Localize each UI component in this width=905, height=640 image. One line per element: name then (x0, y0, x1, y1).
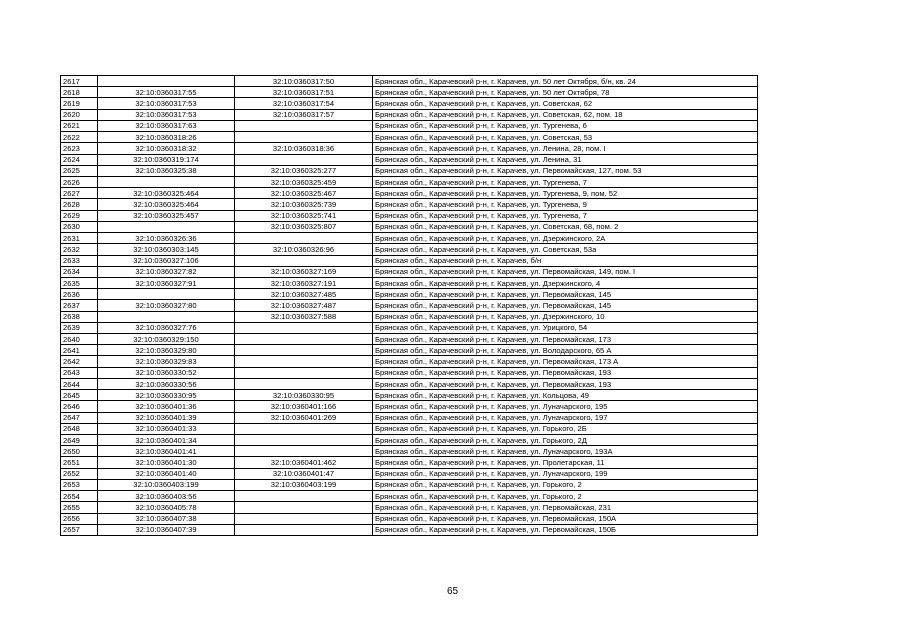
row-number-cell: 2646 (61, 401, 98, 412)
cadastral-number-cell: 32:10:0360407:38 (98, 513, 235, 524)
table-row (61, 322, 758, 333)
table-row (61, 143, 758, 154)
cadastral-number-cell: 32:10:0360401:34 (98, 435, 235, 446)
row-number-cell: 2640 (61, 334, 98, 345)
address-cell: Брянская обл., Карачевский р-н, г. Карачев, ул. Советская, 62 (373, 98, 758, 109)
cadastral-number-cell: 32:10:0360330:95 (98, 390, 235, 401)
row-number-cell: 2630 (61, 221, 98, 232)
table-row (61, 378, 758, 389)
row-number-cell: 2652 (61, 468, 98, 479)
address-cell: Брянская обл., Карачевский р-н, г. Карачев, ул. Советская, 53а (373, 244, 758, 255)
address-cell: Брянская обл., Карачевский р-н, г. Карачев, ул. Тургенева, 7 (373, 176, 758, 187)
table-row (61, 266, 758, 277)
cadastral-number-cell: 32:10:0360318:26 (98, 132, 235, 143)
related-cadastral-number-cell (235, 423, 373, 434)
address-cell: Брянская обл., Карачевский р-н, г. Карачев, ул. Луначарского, 197 (373, 412, 758, 423)
address-cell: Брянская обл., Карачевский р-н, г. Карачев, ул. Луначарского, 199 (373, 468, 758, 479)
cadastral-number-cell: 32:10:0360405:78 (98, 502, 235, 513)
row-number-cell: 2633 (61, 255, 98, 266)
related-cadastral-number-cell: 32:10:0360325:459 (235, 176, 373, 187)
related-cadastral-number-cell (235, 356, 373, 367)
related-cadastral-number-cell: 32:10:0360401:47 (235, 468, 373, 479)
related-cadastral-number-cell (235, 378, 373, 389)
cadastral-number-cell (98, 289, 235, 300)
row-number-cell: 2647 (61, 412, 98, 423)
cadastral-number-cell: 32:10:0360403:199 (98, 479, 235, 490)
related-cadastral-number-cell (235, 513, 373, 524)
row-number-cell: 2657 (61, 524, 98, 535)
address-cell: Брянская обл., Карачевский р-н, г. Карачев, ул. Первомайская, 150Б (373, 524, 758, 535)
related-cadastral-number-cell: 32:10:0360325:807 (235, 221, 373, 232)
related-cadastral-number-cell (235, 367, 373, 378)
related-cadastral-number-cell: 32:10:0360330:95 (235, 390, 373, 401)
table-row (61, 120, 758, 131)
cadastral-number-cell: 32:10:0360317:53 (98, 109, 235, 120)
cadastral-number-cell: 32:10:0360327:106 (98, 255, 235, 266)
table-row (61, 289, 758, 300)
address-cell: Брянская обл., Карачевский р-н, г. Карачев, ул. Первомайская, 145 (373, 289, 758, 300)
related-cadastral-number-cell: 32:10:0360318:36 (235, 143, 373, 154)
table-row (61, 221, 758, 232)
cadastral-number-cell: 32:10:0360325:457 (98, 210, 235, 221)
cadastral-number-cell: 32:10:0360325:464 (98, 188, 235, 199)
address-cell: Брянская обл., Карачевский р-н, г. Карачев, ул. Советская, 68, пом. 2 (373, 221, 758, 232)
table-row (61, 401, 758, 412)
address-cell: Брянская обл., Карачевский р-н, г. Карачев, ул. Первомайская, 145 (373, 300, 758, 311)
cadastral-number-cell (98, 221, 235, 232)
address-cell: Брянская обл., Карачевский р-н, г. Карачев, ул. Дзержинского, 10 (373, 311, 758, 322)
related-cadastral-number-cell (235, 524, 373, 535)
table-row (61, 457, 758, 468)
cadastral-number-cell: 32:10:0360327:91 (98, 277, 235, 288)
row-number-cell: 2631 (61, 233, 98, 244)
related-cadastral-number-cell: 32:10:0360317:51 (235, 87, 373, 98)
address-cell: Брянская обл., Карачевский р-н, г. Карачев, ул. Тургенева, 6 (373, 120, 758, 131)
table-row (61, 435, 758, 446)
row-number-cell: 2653 (61, 479, 98, 490)
row-number-cell: 2617 (61, 76, 98, 87)
row-number-cell: 2638 (61, 311, 98, 322)
table-row (61, 188, 758, 199)
row-number-cell: 2634 (61, 266, 98, 277)
cadastral-number-cell: 32:10:0360401:41 (98, 446, 235, 457)
table-row (61, 233, 758, 244)
related-cadastral-number-cell (235, 345, 373, 356)
table-row (61, 154, 758, 165)
address-cell: Брянская обл., Карачевский р-н, г. Карачев, ул. Советская, 62, пом. 18 (373, 109, 758, 120)
row-number-cell: 2624 (61, 154, 98, 165)
related-cadastral-number-cell: 32:10:0360317:50 (235, 76, 373, 87)
table-row (61, 356, 758, 367)
table-row (61, 423, 758, 434)
row-number-cell: 2651 (61, 457, 98, 468)
cadastral-number-cell: 32:10:0360325:38 (98, 165, 235, 176)
row-number-cell: 2627 (61, 188, 98, 199)
property-table-body (61, 76, 758, 536)
address-cell: Брянская обл., Карачевский р-н, г. Карачев, ул. Первомайская, 193 (373, 367, 758, 378)
table-row (61, 277, 758, 288)
table-row (61, 210, 758, 221)
address-cell: Брянская обл., Карачевский р-н, г. Карачев, ул. Горького, 2 (373, 491, 758, 502)
row-number-cell: 2648 (61, 423, 98, 434)
address-cell: Брянская обл., Карачевский р-н, г. Карачев, ул. Горького, 2Б (373, 423, 758, 434)
row-number-cell: 2622 (61, 132, 98, 143)
cadastral-number-cell: 32:10:0360327:82 (98, 266, 235, 277)
related-cadastral-number-cell (235, 491, 373, 502)
related-cadastral-number-cell (235, 322, 373, 333)
address-cell: Брянская обл., Карачевский р-н, г. Карачев, ул. Ленина, 31 (373, 154, 758, 165)
address-cell: Брянская обл., Карачевский р-н, г. Карачев, ул. Горького, 2 (373, 479, 758, 490)
address-cell: Брянская обл., Карачевский р-н, г. Карачев, б/н (373, 255, 758, 266)
cadastral-number-cell: 32:10:0360401:36 (98, 401, 235, 412)
row-number-cell: 2655 (61, 502, 98, 513)
table-row (61, 76, 758, 87)
related-cadastral-number-cell (235, 154, 373, 165)
cadastral-number-cell: 32:10:0360401:39 (98, 412, 235, 423)
address-cell: Брянская обл., Карачевский р-н, г. Карачев, ул. Пролетарская, 11 (373, 457, 758, 468)
related-cadastral-number-cell: 32:10:0360327:485 (235, 289, 373, 300)
table-row (61, 446, 758, 457)
related-cadastral-number-cell: 32:10:0360325:739 (235, 199, 373, 210)
address-cell: Брянская обл., Карачевский р-н, г. Карачев, ул. Первомайская, 231 (373, 502, 758, 513)
table-row (61, 390, 758, 401)
related-cadastral-number-cell: 32:10:0360325:277 (235, 165, 373, 176)
address-cell: Брянская обл., Карачевский р-н, г. Карачев, ул. Тургенева, 9 (373, 199, 758, 210)
address-cell: Брянская обл., Карачевский р-н, г. Карачев, ул. Кольцова, 49 (373, 390, 758, 401)
address-cell: Брянская обл., Карачевский р-н, г. Карачев, ул. Первомайская, 193 (373, 378, 758, 389)
table-row (61, 468, 758, 479)
cadastral-number-cell: 32:10:0360327:80 (98, 300, 235, 311)
row-number-cell: 2637 (61, 300, 98, 311)
table-row (61, 367, 758, 378)
row-number-cell: 2626 (61, 176, 98, 187)
table-row (61, 300, 758, 311)
related-cadastral-number-cell (235, 502, 373, 513)
row-number-cell: 2641 (61, 345, 98, 356)
row-number-cell: 2628 (61, 199, 98, 210)
related-cadastral-number-cell: 32:10:0360325:467 (235, 188, 373, 199)
row-number-cell: 2618 (61, 87, 98, 98)
row-number-cell: 2629 (61, 210, 98, 221)
table-row (61, 334, 758, 345)
address-cell: Брянская обл., Карачевский р-н, г. Карачев, ул. Тургенева, 9, пом. 52 (373, 188, 758, 199)
cadastral-number-cell: 32:10:0360330:52 (98, 367, 235, 378)
cadastral-number-cell: 32:10:0360407:39 (98, 524, 235, 535)
related-cadastral-number-cell: 32:10:0360327:588 (235, 311, 373, 322)
related-cadastral-number-cell: 32:10:0360326:96 (235, 244, 373, 255)
address-cell: Брянская обл., Карачевский р-н, г. Карачев, ул. 50 лет Октября, 78 (373, 87, 758, 98)
cadastral-number-cell: 32:10:0360318:32 (98, 143, 235, 154)
related-cadastral-number-cell: 32:10:0360401:269 (235, 412, 373, 423)
row-number-cell: 2656 (61, 513, 98, 524)
table-row (61, 502, 758, 513)
row-number-cell: 2619 (61, 98, 98, 109)
related-cadastral-number-cell (235, 435, 373, 446)
property-table (60, 75, 758, 536)
address-cell: Брянская обл., Карачевский р-н, г. Карачев, ул. Тургенева, 7 (373, 210, 758, 221)
related-cadastral-number-cell: 32:10:0360327:191 (235, 277, 373, 288)
row-number-cell: 2644 (61, 378, 98, 389)
address-cell: Брянская обл., Карачевский р-н, г. Карачев, ул. Луначарского, 195 (373, 401, 758, 412)
cadastral-number-cell: 32:10:0360401:40 (98, 468, 235, 479)
cadastral-number-cell: 32:10:0360317:53 (98, 98, 235, 109)
address-cell: Брянская обл., Карачевский р-н, г. Карачев, ул. Первомайская, 173 А (373, 356, 758, 367)
table-row (61, 132, 758, 143)
related-cadastral-number-cell: 32:10:0360403:199 (235, 479, 373, 490)
address-cell: Брянская обл., Карачевский р-н, г. Карачев, ул. Дзержинского, 4 (373, 277, 758, 288)
table-row (61, 87, 758, 98)
row-number-cell: 2635 (61, 277, 98, 288)
cadastral-number-cell: 32:10:0360319:174 (98, 154, 235, 165)
cadastral-number-cell: 32:10:0360303:145 (98, 244, 235, 255)
related-cadastral-number-cell: 32:10:0360401:166 (235, 401, 373, 412)
table-row (61, 176, 758, 187)
address-cell: Брянская обл., Карачевский р-н, г. Карачев, ул. Советская, 53 (373, 132, 758, 143)
row-number-cell: 2625 (61, 165, 98, 176)
address-cell: Брянская обл., Карачевский р-н, г. Карачев, ул. Луначарского, 193А (373, 446, 758, 457)
address-cell: Брянская обл., Карачевский р-н, г. Карачев, ул. Дзержинского, 2А (373, 233, 758, 244)
table-row (61, 98, 758, 109)
table-row (61, 199, 758, 210)
cadastral-number-cell (98, 176, 235, 187)
related-cadastral-number-cell: 32:10:0360401:462 (235, 457, 373, 468)
cadastral-number-cell: 32:10:0360403:56 (98, 491, 235, 502)
related-cadastral-number-cell (235, 446, 373, 457)
cadastral-number-cell: 32:10:0360317:63 (98, 120, 235, 131)
row-number-cell: 2623 (61, 143, 98, 154)
address-cell: Брянская обл., Карачевский р-н, г. Карачев, ул. Урицкого, 54 (373, 322, 758, 333)
cadastral-number-cell: 32:10:0360326:36 (98, 233, 235, 244)
table-row (61, 524, 758, 535)
row-number-cell: 2645 (61, 390, 98, 401)
page-number: 65 (446, 586, 459, 597)
cadastral-number-cell: 32:10:0360329:83 (98, 356, 235, 367)
table-row (61, 165, 758, 176)
related-cadastral-number-cell: 32:10:0360317:54 (235, 98, 373, 109)
related-cadastral-number-cell (235, 233, 373, 244)
related-cadastral-number-cell: 32:10:0360327:169 (235, 266, 373, 277)
address-cell: Брянская обл., Карачевский р-н, г. Карачев, ул. Володарского, 65 А (373, 345, 758, 356)
cadastral-number-cell: 32:10:0360329:150 (98, 334, 235, 345)
row-number-cell: 2650 (61, 446, 98, 457)
table-row (61, 109, 758, 120)
related-cadastral-number-cell (235, 334, 373, 345)
table-row (61, 311, 758, 322)
related-cadastral-number-cell: 32:10:0360327:487 (235, 300, 373, 311)
cadastral-number-cell: 32:10:0360330:56 (98, 378, 235, 389)
row-number-cell: 2632 (61, 244, 98, 255)
cadastral-number-cell: 32:10:0360325:464 (98, 199, 235, 210)
related-cadastral-number-cell (235, 120, 373, 131)
row-number-cell: 2643 (61, 367, 98, 378)
table-row (61, 513, 758, 524)
table-row (61, 345, 758, 356)
row-number-cell: 2636 (61, 289, 98, 300)
row-number-cell: 2649 (61, 435, 98, 446)
address-cell: Брянская обл., Карачевский р-н, г. Карачев, ул. Первомайская, 149, пом. I (373, 266, 758, 277)
address-cell: Брянская обл., Карачевский р-н, г. Карачев, ул. Первомайская, 150А (373, 513, 758, 524)
address-cell: Брянская обл., Карачевский р-н, г. Карачев, ул. Первомайская, 173 (373, 334, 758, 345)
related-cadastral-number-cell (235, 132, 373, 143)
cadastral-number-cell (98, 311, 235, 322)
cadastral-number-cell (98, 76, 235, 87)
address-cell: Брянская обл., Карачевский р-н, г. Карачев, ул. 50 лет Октября, б/н, кв. 24 (373, 76, 758, 87)
cadastral-number-cell: 32:10:0360401:33 (98, 423, 235, 434)
row-number-cell: 2642 (61, 356, 98, 367)
table-row (61, 479, 758, 490)
related-cadastral-number-cell: 32:10:0360317:57 (235, 109, 373, 120)
cadastral-number-cell: 32:10:0360327:76 (98, 322, 235, 333)
row-number-cell: 2621 (61, 120, 98, 131)
related-cadastral-number-cell: 32:10:0360325:741 (235, 210, 373, 221)
address-cell: Брянская обл., Карачевский р-н, г. Карачев, ул. Горького, 2Д (373, 435, 758, 446)
table-row (61, 255, 758, 266)
cadastral-number-cell: 32:10:0360329:80 (98, 345, 235, 356)
address-cell: Брянская обл., Карачевский р-н, г. Карачев, ул. Первомайская, 127, пом. 53 (373, 165, 758, 176)
row-number-cell: 2654 (61, 491, 98, 502)
row-number-cell: 2620 (61, 109, 98, 120)
row-number-cell: 2639 (61, 322, 98, 333)
table-row (61, 412, 758, 423)
table-row (61, 491, 758, 502)
related-cadastral-number-cell (235, 255, 373, 266)
table-row (61, 244, 758, 255)
address-cell: Брянская обл., Карачевский р-н, г. Карачев, ул. Ленина, 28, пом. I (373, 143, 758, 154)
cadastral-number-cell: 32:10:0360401:30 (98, 457, 235, 468)
cadastral-number-cell: 32:10:0360317:55 (98, 87, 235, 98)
